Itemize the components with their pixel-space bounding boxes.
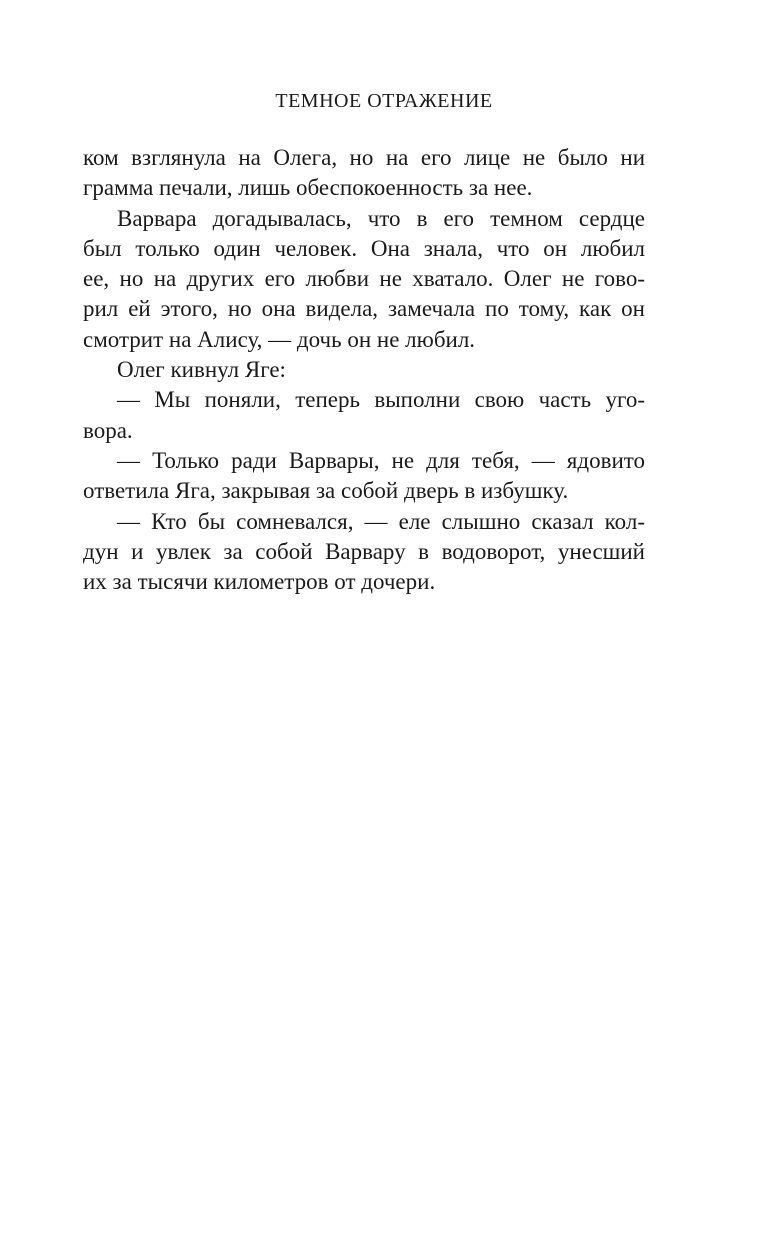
text-line: — Мы поняли, теперь выполни свою часть уго-	[117, 387, 645, 413]
text-line: грамма печали, лишь обеспокоенность за нее.	[83, 175, 533, 201]
text-line: ее, но на других его любви не хватало. Олег не гово-	[83, 266, 645, 292]
text-line: — Кто бы сомневался, — еле слышно сказал кол-	[117, 508, 645, 534]
text-line: их за тысячи километров от дочери.	[83, 569, 436, 595]
text-line: ком взглянула на Олега, но на его лице не было ни	[83, 145, 645, 170]
text-line: вора.	[83, 417, 133, 443]
text-line: — Только ради Варвары, не для тебя, — ядовито	[117, 447, 645, 473]
text-line: был только один человек. Она знала, что он любил	[83, 235, 645, 261]
text-line: Олег кивнул Яге:	[117, 357, 286, 383]
text-line: рил ей этого, но она видела, замечала по тому, как он	[83, 296, 645, 322]
text-line: дун и увлек за собой Варвару в водоворот, унесший	[83, 538, 645, 564]
text-line: Варвара догадывалась, что в его темном сердце	[117, 205, 645, 231]
text-line: ответила Яга, закрывая за собой дверь в избушку.	[83, 478, 569, 504]
body-text	[83, 143, 645, 597]
running-header: ТЕМНОЕ ОТРАЖЕНИЕ	[275, 90, 493, 112]
text-line: смотрит на Алису, — дочь он не любил.	[83, 326, 476, 352]
